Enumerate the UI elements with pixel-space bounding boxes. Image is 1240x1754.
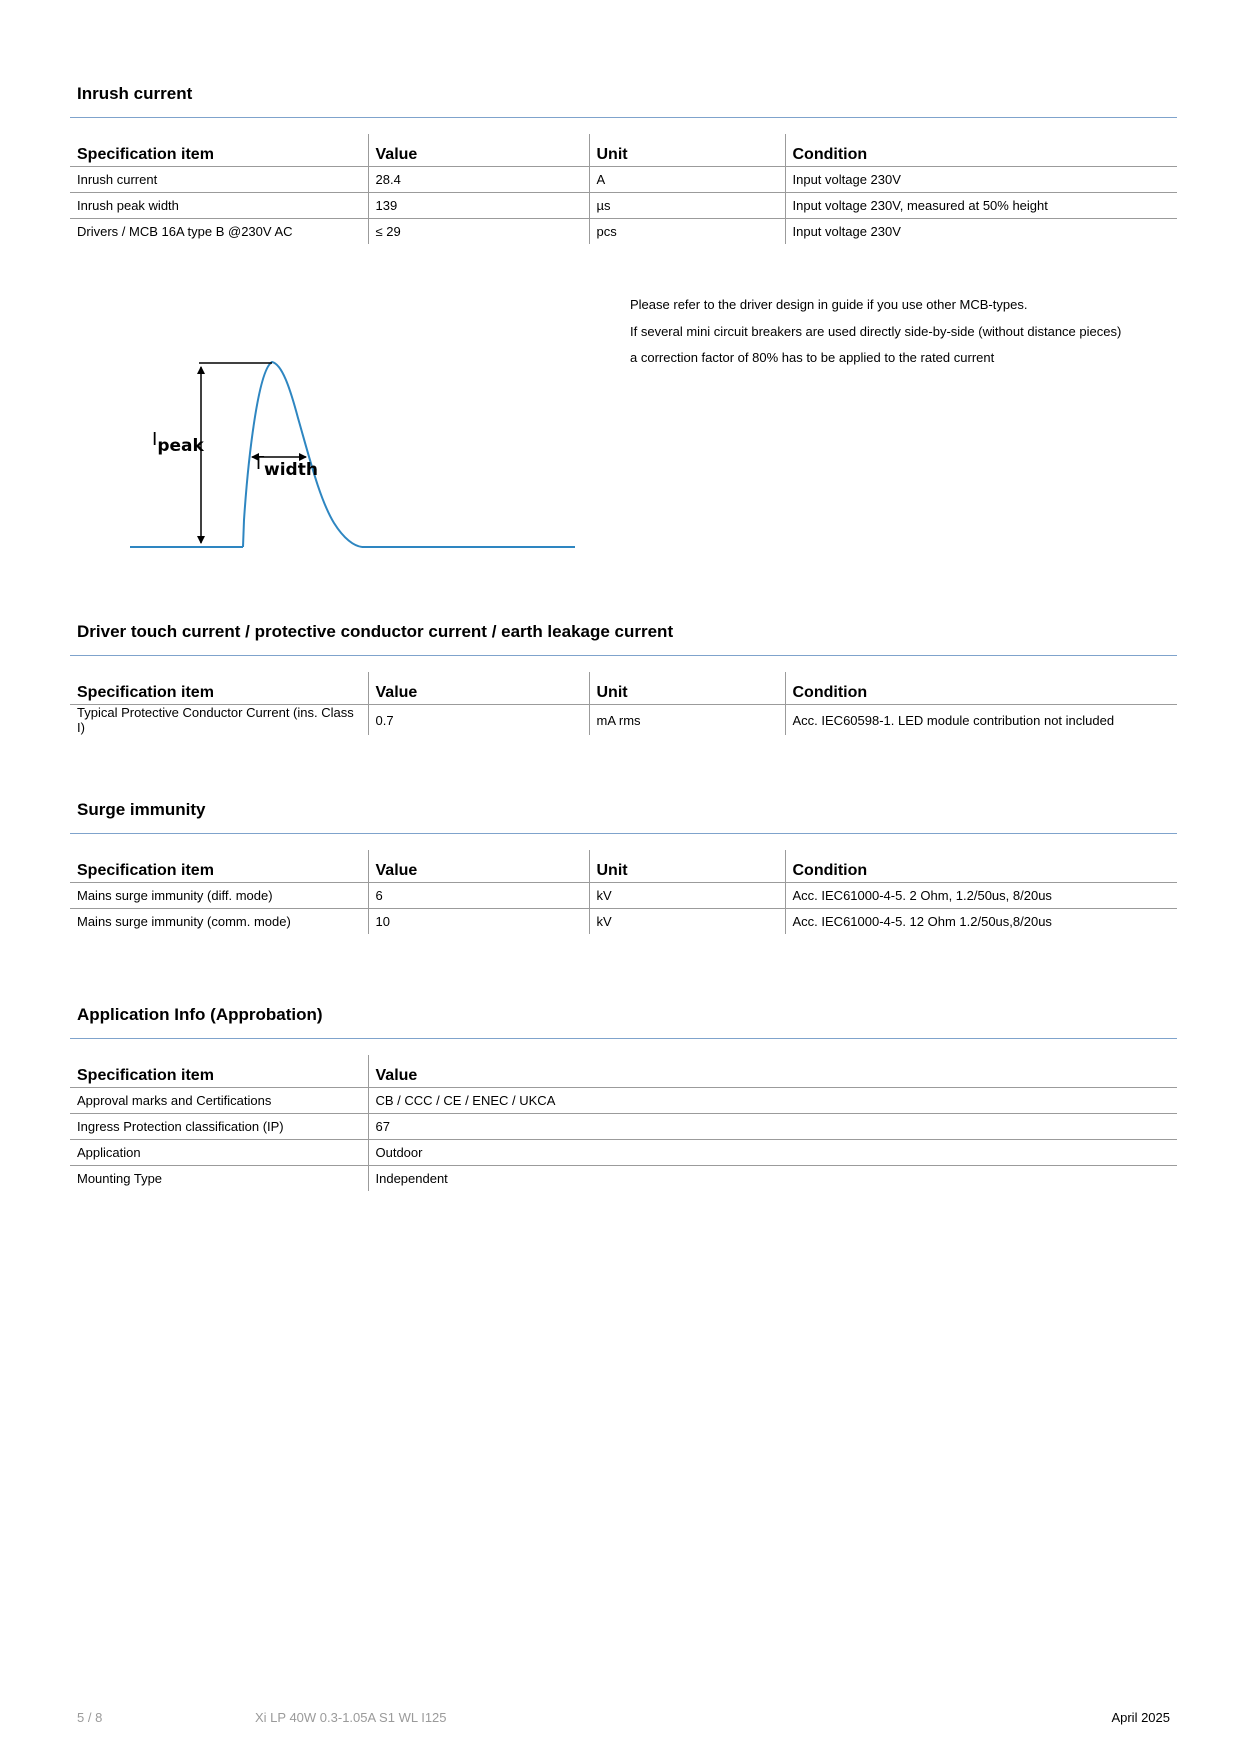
table-row [70, 167, 1177, 193]
cell-condition: Acc. IEC61000-4-5. 2 Ohm, 1.2/50us, 8/20us [785, 883, 1177, 909]
cell-spec-item: Approval marks and Certifications [70, 1088, 368, 1114]
application-info-table [70, 1055, 1177, 1191]
table-row [70, 1114, 1177, 1140]
product-name: Xi LP 40W 0.3-1.05A S1 WL I125 [255, 1710, 447, 1725]
note-line: If several mini circuit breakers are used directly side-by-side (without distance pieces) [630, 323, 1122, 339]
table-row [70, 219, 1177, 245]
header-value: Value [368, 1055, 1177, 1088]
section-divider [70, 833, 1177, 834]
cell-value: 28.4 [368, 167, 589, 193]
cell-spec-item: Application [70, 1140, 368, 1166]
header-unit: Unit [589, 850, 785, 883]
page-number: 5 / 8 [77, 1710, 103, 1725]
section-title-application-info: Application Info (Approbation) [77, 1005, 323, 1024]
cell-condition: Input voltage 230V [785, 167, 1177, 193]
cell-spec-item: Ingress Protection classification (IP) [70, 1114, 368, 1140]
header-value: Value [368, 672, 589, 705]
section-divider [70, 117, 1177, 118]
header-unit: Unit [589, 134, 785, 167]
cell-value: 6 [368, 883, 589, 909]
table-row [70, 705, 1177, 736]
header-spec-item: Specification item [70, 1055, 368, 1088]
cell-spec-item: Inrush current [70, 167, 368, 193]
cell-value: CB / CCC / CE / ENEC / UKCA [368, 1088, 1177, 1114]
cell-spec-item: Drivers / MCB 16A type B @230V AC [77, 224, 293, 239]
cell-unit: pcs [589, 219, 785, 245]
cell-value: ≤ 29 [368, 219, 589, 245]
table-row [70, 1140, 1177, 1166]
inrush-table [70, 134, 1177, 244]
header-spec-item: Specification item [70, 134, 368, 167]
section-title-inrush: Inrush current [77, 84, 193, 103]
cell-value: Independent [368, 1166, 1177, 1192]
cell-unit: µs [589, 193, 785, 219]
table-row [70, 193, 1177, 219]
table-header-row [70, 672, 1177, 705]
touch-current-table [70, 672, 1177, 735]
table-header-row [70, 850, 1177, 883]
cell-spec-item: Mains surge immunity (comm. mode) [77, 914, 291, 929]
cell-value: 0.7 [368, 705, 589, 736]
section-divider [70, 655, 1177, 656]
cell-spec-item: Mains surge immunity (diff. mode) [70, 883, 368, 909]
header-condition: Condition [785, 134, 1177, 167]
inrush-waveform-diagram [120, 340, 590, 560]
section-title-surge-immunity: Surge immunity [77, 800, 206, 819]
note-line: Please refer to the driver design in guide if you use other MCB-types. [630, 297, 1028, 312]
cell-unit: mA rms [589, 705, 785, 736]
note-line: a correction factor of 80% has to be applied to the rated current [630, 350, 995, 365]
header-condition: Condition [785, 672, 1177, 705]
header-condition: Condition [785, 850, 1177, 883]
table-row [70, 1166, 1177, 1192]
peak-label: Ipeak [152, 429, 204, 456]
section-title-touch-current: Driver touch current / protective conductor current / earth leakage current [77, 622, 674, 641]
cell-unit: kV [589, 883, 785, 909]
cell-value: 10 [368, 909, 589, 935]
table-row [70, 1088, 1177, 1114]
cell-value: Outdoor [368, 1140, 1177, 1166]
width-label: Twidth [253, 453, 318, 480]
cell-condition: Input voltage 230V, measured at 50% height [785, 193, 1177, 219]
cell-spec-item: Typical Protective Conductor Current (ins. Class I) [77, 705, 354, 735]
table-row [70, 909, 1177, 935]
header-value: Value [368, 850, 589, 883]
cell-condition: Input voltage 230V [785, 219, 1177, 245]
table-row [70, 883, 1177, 909]
cell-spec-item: Inrush peak width [70, 193, 368, 219]
header-spec-item: Specification item [70, 850, 368, 883]
header-spec-item: Specification item [70, 672, 368, 705]
inrush-notes [630, 292, 1121, 372]
header-unit: Unit [589, 672, 785, 705]
table-header-row [70, 134, 1177, 167]
header-value: Value [368, 134, 589, 167]
cell-value: 67 [368, 1114, 1177, 1140]
publication-date: April 2025 [1111, 1710, 1170, 1725]
cell-value: 139 [368, 193, 589, 219]
cell-unit: kV [589, 909, 785, 935]
cell-spec-item: Mounting Type [77, 1171, 163, 1186]
cell-condition: Acc. IEC60598-1. LED module contribution not included [785, 705, 1177, 736]
cell-condition: Acc. IEC61000-4-5. 12 Ohm 1.2/50us,8/20us [785, 909, 1177, 935]
section-divider [70, 1038, 1177, 1039]
cell-unit: A [589, 167, 785, 193]
surge-immunity-table [70, 850, 1177, 934]
table-header-row [70, 1055, 1177, 1088]
